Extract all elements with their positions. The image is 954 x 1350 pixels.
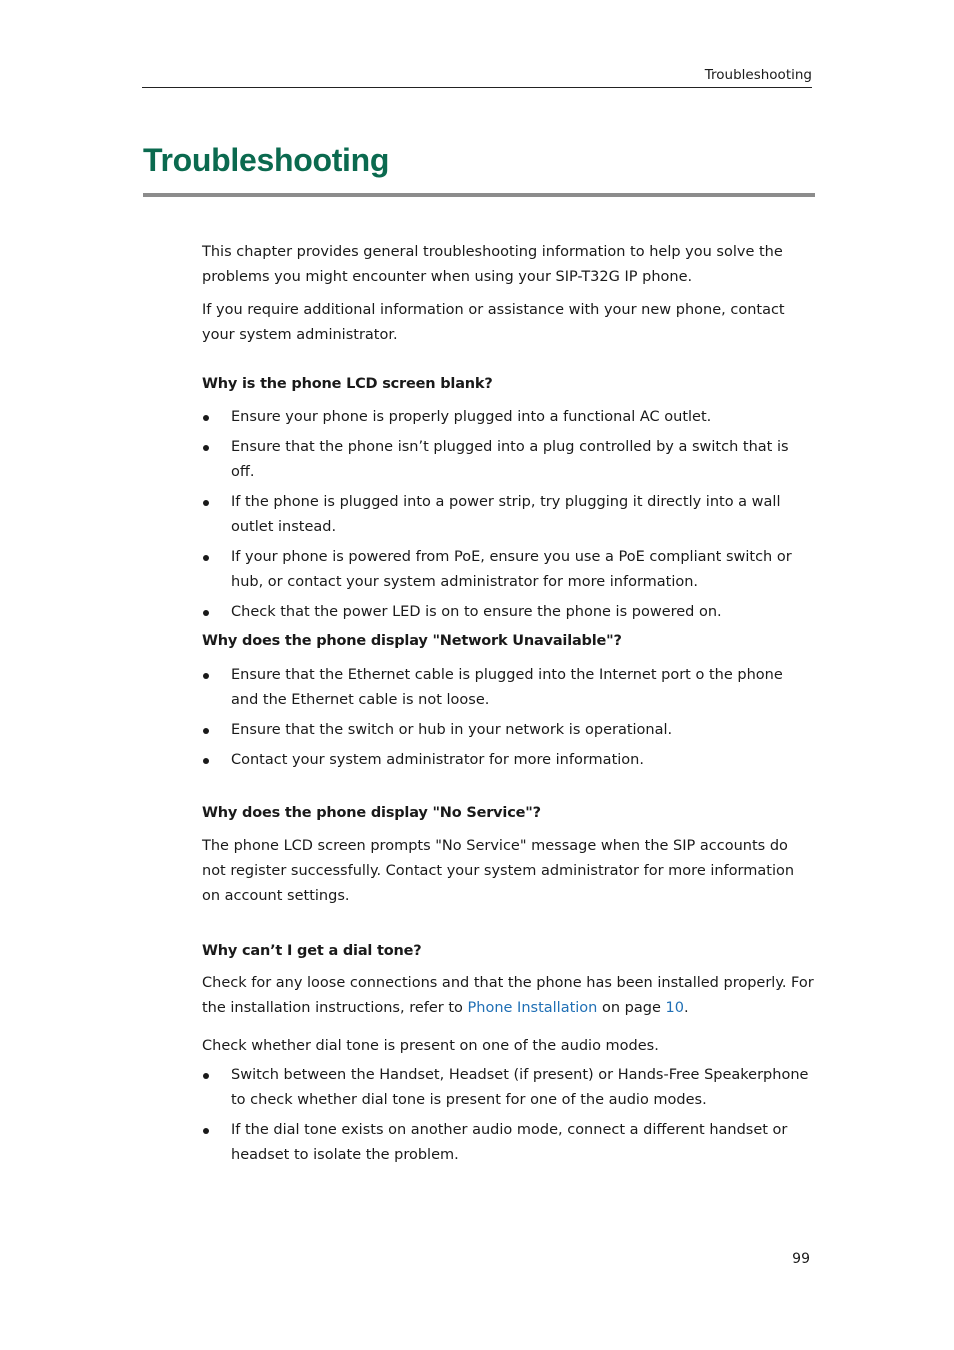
network-list	[202, 663, 814, 773]
chapter-title: Troubleshooting	[143, 142, 390, 178]
list-item: If the dial tone exists on another audio mode, connect a different handset or headset to isolate the problem.	[202, 1118, 814, 1168]
list-item: Switch between the Handset, Headset (if present) or Hands-Free Speakerphone to check whether dial tone is present for one of the audio modes.	[202, 1063, 814, 1113]
title-rule	[143, 193, 815, 197]
list-item: Ensure that the Ethernet cable is plugged into the Internet port o the phone and the Ethernet cable is not loose.	[202, 663, 814, 713]
list-item: If your phone is powered from PoE, ensure you use a PoE compliant switch or hub, or contact your system administrator for more information.	[202, 545, 814, 595]
noservice-section	[202, 805, 814, 909]
list-item: Contact your system administrator for more information.	[202, 748, 814, 773]
list-item: Ensure that the switch or hub in your network is operational.	[202, 718, 814, 743]
dialtone-paragraph-1	[202, 971, 814, 1021]
phone-installation-link[interactable]: Phone Installation	[467, 1000, 598, 1016]
network-heading: Why does the phone display "Network Unavailable"?	[202, 633, 622, 649]
page-10-link[interactable]: 10	[665, 1000, 684, 1016]
dialtone-paragraph-2: Check whether dial tone is present on one of the audio modes.	[202, 1038, 659, 1054]
dialtone-text-before: Check for any loose connections and that the phone has been installed properly. For the installation instructions, refer to	[202, 975, 814, 1016]
dialtone-list	[202, 1063, 814, 1168]
list-item: Ensure your phone is properly plugged into a functional AC outlet.	[202, 405, 814, 430]
running-head: Troubleshooting	[142, 67, 812, 88]
list-item: If the phone is plugged into a power strip, try plugging it directly into a wall outlet instead.	[202, 490, 814, 540]
intro-section	[202, 240, 814, 348]
lcd-heading: Why is the phone LCD screen blank?	[202, 376, 493, 392]
lcd-list	[202, 405, 814, 625]
dialtone-text-middle: on page	[597, 1000, 666, 1016]
dialtone-section	[202, 943, 814, 1173]
lcd-section	[202, 376, 814, 630]
noservice-heading: Why does the phone display "No Service"?	[202, 805, 541, 821]
intro-paragraph-2: If you require additional information or assistance with your new phone, contact your system administrator.	[202, 302, 785, 343]
network-section	[202, 633, 814, 778]
intro-paragraph-1: This chapter provides general troubleshooting information to help you solve the problems you might encounter when using your SIP-T32G IP phone.	[202, 244, 783, 285]
dialtone-heading: Why can’t I get a dial tone?	[202, 943, 422, 959]
noservice-text: The phone LCD screen prompts "No Service" message when the SIP accounts do not register successfully. Contact your system administrator for more information on account settings.	[202, 838, 795, 904]
dialtone-text-end: .	[683, 1000, 689, 1016]
list-item: Ensure that the phone isn’t plugged into a plug controlled by a switch that is off.	[202, 435, 814, 485]
list-item: Check that the power LED is on to ensure the phone is powered on.	[202, 600, 814, 625]
page-number: 99	[792, 1251, 810, 1267]
